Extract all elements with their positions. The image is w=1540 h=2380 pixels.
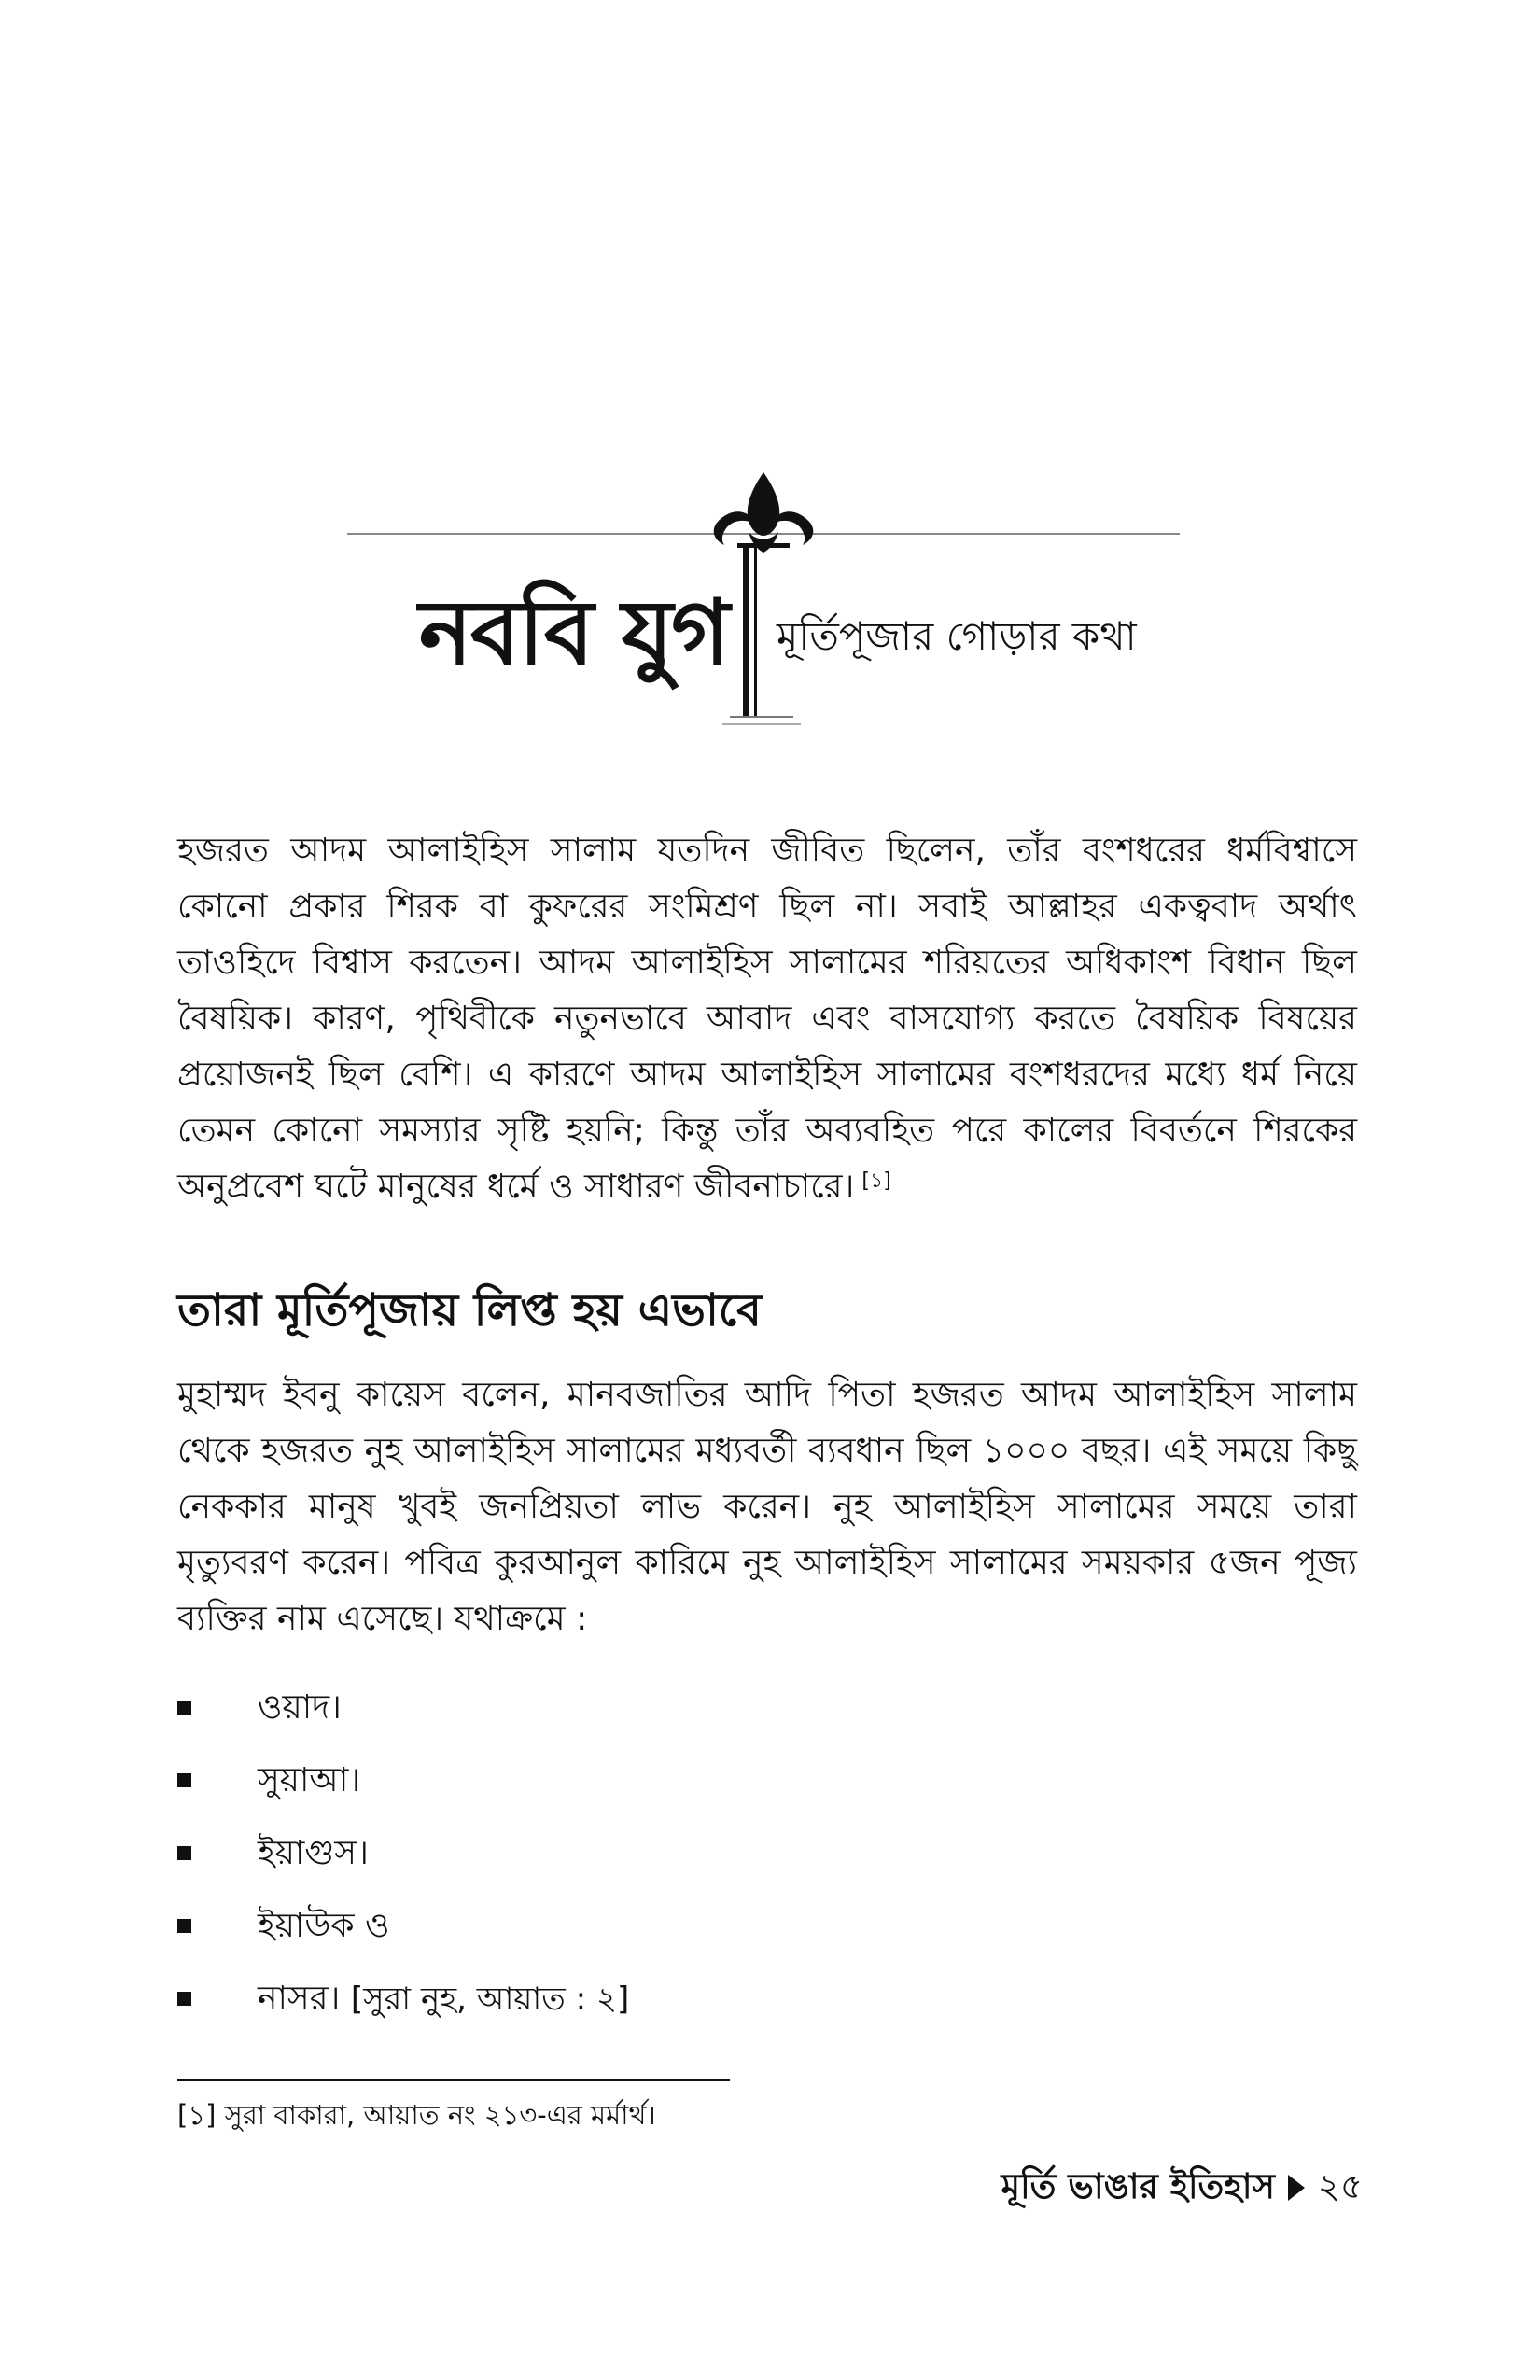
bullet-square-icon — [177, 1992, 191, 2006]
list-item — [177, 1753, 1297, 1826]
bullet-square-icon — [177, 1846, 191, 1860]
list-item — [177, 1971, 1297, 2044]
list-item-label: ইয়াগুস। — [258, 1834, 369, 1872]
footnote-reference[interactable]: [১] — [861, 1169, 891, 1193]
list-item-label: ওয়াদ। — [258, 1688, 342, 1727]
intro-paragraph-text: হজরত আদম আলাইহিস সালাম যতদিন জীবিত ছিলেন, তাঁর বংশধরের ধর্মবিশ্বাসে কোনো প্রকার শিরক বা কুফরের সংমিশ্রণ ছিল না। সবাই আল্লাহর একত্ববাদ অর্থাৎ তাওহিদে বিশ্বাস করতেন। আদম আলাইহিস সালামের শরিয়তের অধিকাংশ বিধান ছিল বৈষয়িক। কারণ, পৃথিবীকে নতুনভাবে আবাদ এবং বাসযোগ্য করতে বৈষয়িক বিষয়ের প্রয়োজনই ছিল বেশি। এ কারণে আদম আলাইহিস সালামের বংশধরদের মধ্যে ধর্ম নিয়ে তেমন কোনো সমস্যার সৃষ্টি হয়নি; কিন্তু তাঁর অব্যবহিত পরে কালের বিবর্তনে শিরকের অনুপ্রবেশ ঘটে মানুষের ধর্মে ও সাধারণ জীবনাচারে। — [177, 832, 1357, 1206]
bullet-square-icon — [177, 1919, 191, 1933]
chapter-subtitle: মূর্তিপূজার গোড়ার কথা — [777, 613, 1137, 659]
bullet-square-icon — [177, 1701, 191, 1715]
footnote: [১] সুরা বাকারা, আয়াত নং ২১৩-এর মর্মার্থ। — [177, 2099, 656, 2131]
list-item — [177, 1826, 1297, 1898]
list-item-label: ইয়াউক ও — [258, 1907, 390, 1945]
bullet-square-icon — [177, 1773, 191, 1787]
names-list — [177, 1680, 1297, 2044]
list-item-label: সুয়াআ। — [258, 1761, 361, 1799]
book-title: মূর্তি ভাঙার ইতিহাস — [1001, 2165, 1275, 2206]
quran-reference: [সুরা নুহ, আয়াত : ২] — [350, 1981, 630, 2018]
footnote-divider — [177, 2079, 730, 2081]
page-footer — [1001, 2158, 1363, 2218]
chapter-title: নববি যুগ — [418, 581, 728, 685]
list-item — [177, 1680, 1297, 1753]
section-paragraph: মুহাম্মদ ইবনু কায়েস বলেন, মানবজাতির আদি পিতা হজরত আদম আলাইহিস সালাম থেকে হজরত নুহ আলাইহিস সালামের মধ্যবর্তী ব্যবধান ছিল ১০০০ বছর। এই সময়ে কিছু নেককার মানুষ খুবই জনপ্রিয়তা লাভ করেন। নুহ আলাইহিস সালামের সময়ে তারা মৃত্যুবরণ করেন। পবিত্র কুরআনুল কারিমে নুহ আলাইহিস সালামের সময়কার ৫জন পূজ্য ব্যক্তির নাম এসেছে। যথাক্রমে : — [177, 1376, 1357, 1638]
list-item — [177, 1898, 1297, 1971]
section-heading: তারা মূর্তিপূজায় লিপ্ত হয় এভাবে — [177, 1284, 762, 1337]
page-number: ২৫ — [1317, 2165, 1363, 2206]
arrow-right-icon — [1288, 2175, 1305, 2201]
list-item-label: নাসর। — [258, 1980, 341, 2018]
intro-paragraph — [177, 823, 1357, 1215]
